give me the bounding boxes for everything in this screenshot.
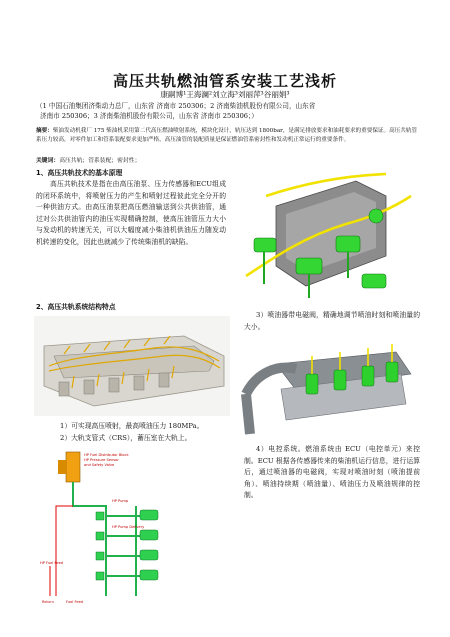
authors: 康嗣博¹王海澜²刘立海³刘丽萍³谷丽娟³	[160, 90, 290, 99]
affiliation-line-2: 济南市 250306；3 济南柴油机股份有限公司，山东省 济南市 250306；）	[40, 112, 258, 120]
injector-3d-figure	[236, 166, 416, 306]
section-1-heading: 1、高压共轨技术的基本原理	[36, 169, 123, 177]
structure-item-1: 1）可实现高压喷射，最高喷油压力 180MPa。	[60, 422, 204, 430]
schematic-label-3: and Safety Valve	[84, 463, 115, 467]
affiliation-line-1: （1 中国石油集团济柴动力总厂，山东省 济南市 250306；2 济南柴油机股份有限公司，山东省	[36, 102, 316, 110]
schematic-label-1: HP Fuel Distributor Block	[84, 453, 129, 457]
engine-fuel-system-figure	[34, 316, 230, 416]
abstract-label: 摘要：	[36, 128, 53, 134]
structure-item-4: 4）电控系统。燃油系统由 ECU（电控单元）来控制。ECU 根据各传感器传来的柴油机运行信息，进行运算后，通过喷油器的电磁阀，实现对喷油时刻（喷油提前角）、喷油持续期（喷油量）、喷油压力及喷油规律的控制。	[244, 445, 420, 499]
hp-fuel-schematic-figure	[36, 446, 216, 606]
keywords-text: 高压共轨；管系装配；密封性；	[59, 158, 141, 164]
affiliations	[36, 101, 421, 121]
structure-item-3: 3）喷油器带电磁阀，精确地调节喷油时刻和喷油量的大小。	[244, 311, 420, 331]
schematic-label-4: HP Pump	[112, 499, 129, 503]
schematic-label-6: HP Fuel Feed	[40, 561, 64, 565]
structure-item-2: 2）大轨支管式（CRS），蓄压室在大轨上。	[60, 434, 192, 442]
schematic-label-2: HP Pressure Sensor	[84, 458, 119, 462]
section-2-heading: 2、高压共轨系统结构特点	[36, 303, 116, 311]
abstract	[36, 127, 421, 146]
keywords	[36, 155, 421, 164]
schematic-label-5: HP Pump Delivery	[112, 525, 145, 529]
paper-title: 高压共轨燃油管系安装工艺浅析	[112, 72, 337, 90]
manifold-injector-figure	[236, 334, 416, 440]
section-1-text: 高压共轨技术是指在由高压油泵、压力传感器和ECU组成的闭环系统中，将喷射压力的产生和喷射过程彼此完全分开的一种供油方式。由高压油泵把高压燃油输送到公共供油管，通过对公共供油管内的油压实现精确控制，使高压油管压力大小与发动机的转速无关，可以大幅度减小柴油机供油压力随发动机转速的变化，因此也就减少了传统柴油机的缺陷。	[36, 180, 226, 246]
schematic-label-7: Return	[42, 600, 54, 604]
schematic-label-8: Fuel Feed	[66, 600, 84, 604]
keywords-label: 关键词：	[36, 158, 60, 164]
abstract-text: 柴油发动机我厂 175 柴油机采用第二代高压燃油喷射系统，模块化设计，轨压达到 1800bar，是满足排放要求和油耗要求的重要保证。高压共轨管系压力较高，对零件加工和管系装配要求更加严格，高压油管的装配质量是保证燃油管系密封性和发动机正常运行的重要条件。	[36, 128, 418, 144]
